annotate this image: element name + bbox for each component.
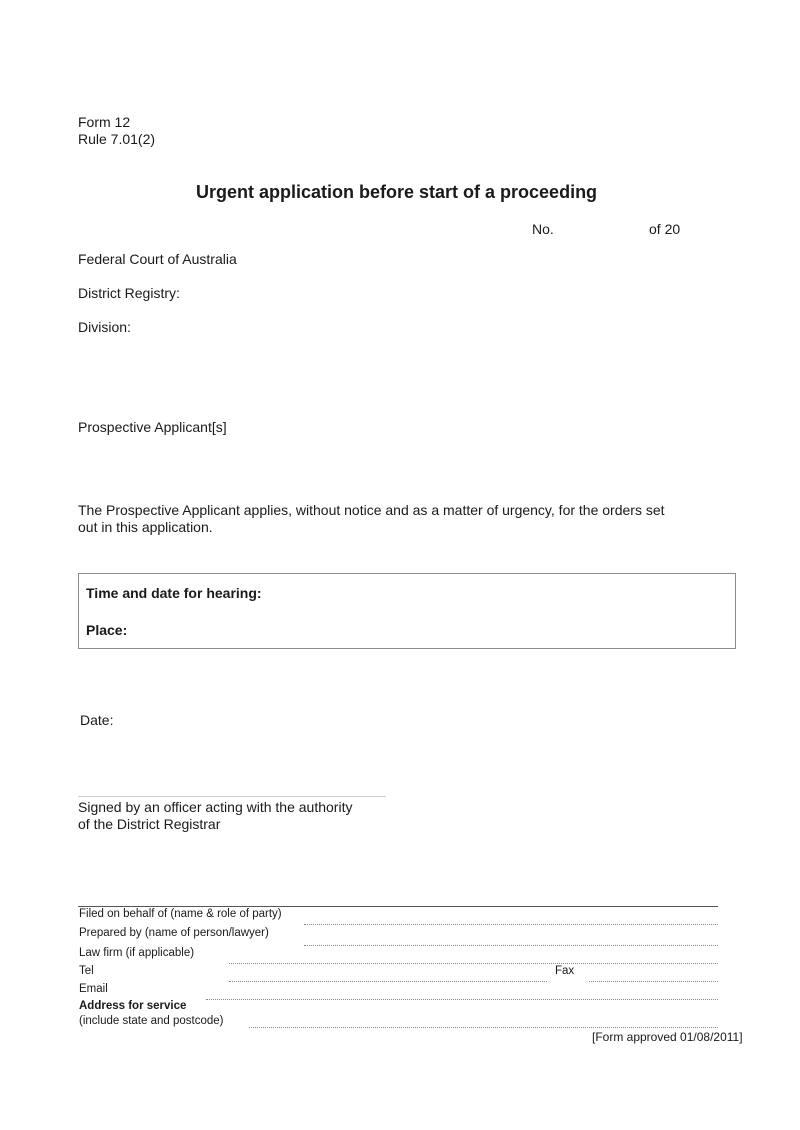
email-label: Email bbox=[79, 983, 108, 995]
filed-on-behalf-label: Filed on behalf of (name & role of party) bbox=[79, 908, 282, 920]
rule-reference: Rule 7.01(2) bbox=[78, 131, 156, 147]
address-for-service-label: Address for service bbox=[79, 1000, 187, 1012]
footer-divider bbox=[78, 906, 718, 907]
tel-label: Tel bbox=[79, 965, 94, 977]
hearing-place-label: Place: bbox=[86, 622, 128, 638]
signature-line bbox=[78, 796, 386, 797]
prospective-applicant-label: Prospective Applicant[s] bbox=[78, 419, 227, 435]
case-year-label: of 20 bbox=[649, 221, 681, 237]
address-note: (include state and postcode) bbox=[79, 1015, 224, 1027]
division-label: Division: bbox=[78, 319, 131, 335]
signature-text-line-1: Signed by an officer acting with the authority bbox=[78, 799, 353, 815]
law-firm-label: Law firm (if applicable) bbox=[79, 947, 195, 959]
district-registry-label: District Registry: bbox=[78, 285, 180, 301]
case-number-label: No. bbox=[532, 221, 554, 237]
hearing-time-date-label: Time and date for hearing: bbox=[86, 585, 262, 601]
signature-text-line-2: of the District Registrar bbox=[78, 816, 221, 832]
application-text-line-2: out in this application. bbox=[78, 519, 213, 535]
prepared-by-field[interactable] bbox=[304, 945, 718, 946]
prepared-by-label: Prepared by (name of person/lawyer) bbox=[79, 927, 269, 939]
fax-field[interactable] bbox=[589, 981, 718, 982]
hearing-details-box bbox=[78, 573, 736, 649]
filed-on-behalf-field[interactable] bbox=[304, 924, 718, 925]
fax-label: Fax bbox=[555, 965, 575, 977]
application-text-line-1: The Prospective Applicant applies, without notice and as a matter of urgency, for the orders set bbox=[78, 502, 665, 518]
tel-field[interactable] bbox=[229, 981, 547, 982]
form-approved-note: [Form approved 01/08/2011] bbox=[592, 1030, 743, 1044]
date-label: Date: bbox=[80, 712, 114, 728]
law-firm-field[interactable] bbox=[229, 963, 718, 964]
court-name: Federal Court of Australia bbox=[78, 251, 237, 267]
email-field[interactable] bbox=[206, 999, 718, 1000]
address-for-service-field[interactable] bbox=[249, 1027, 718, 1028]
page-title: Urgent application before start of a proceeding bbox=[196, 182, 598, 202]
form-number: Form 12 bbox=[78, 114, 131, 130]
